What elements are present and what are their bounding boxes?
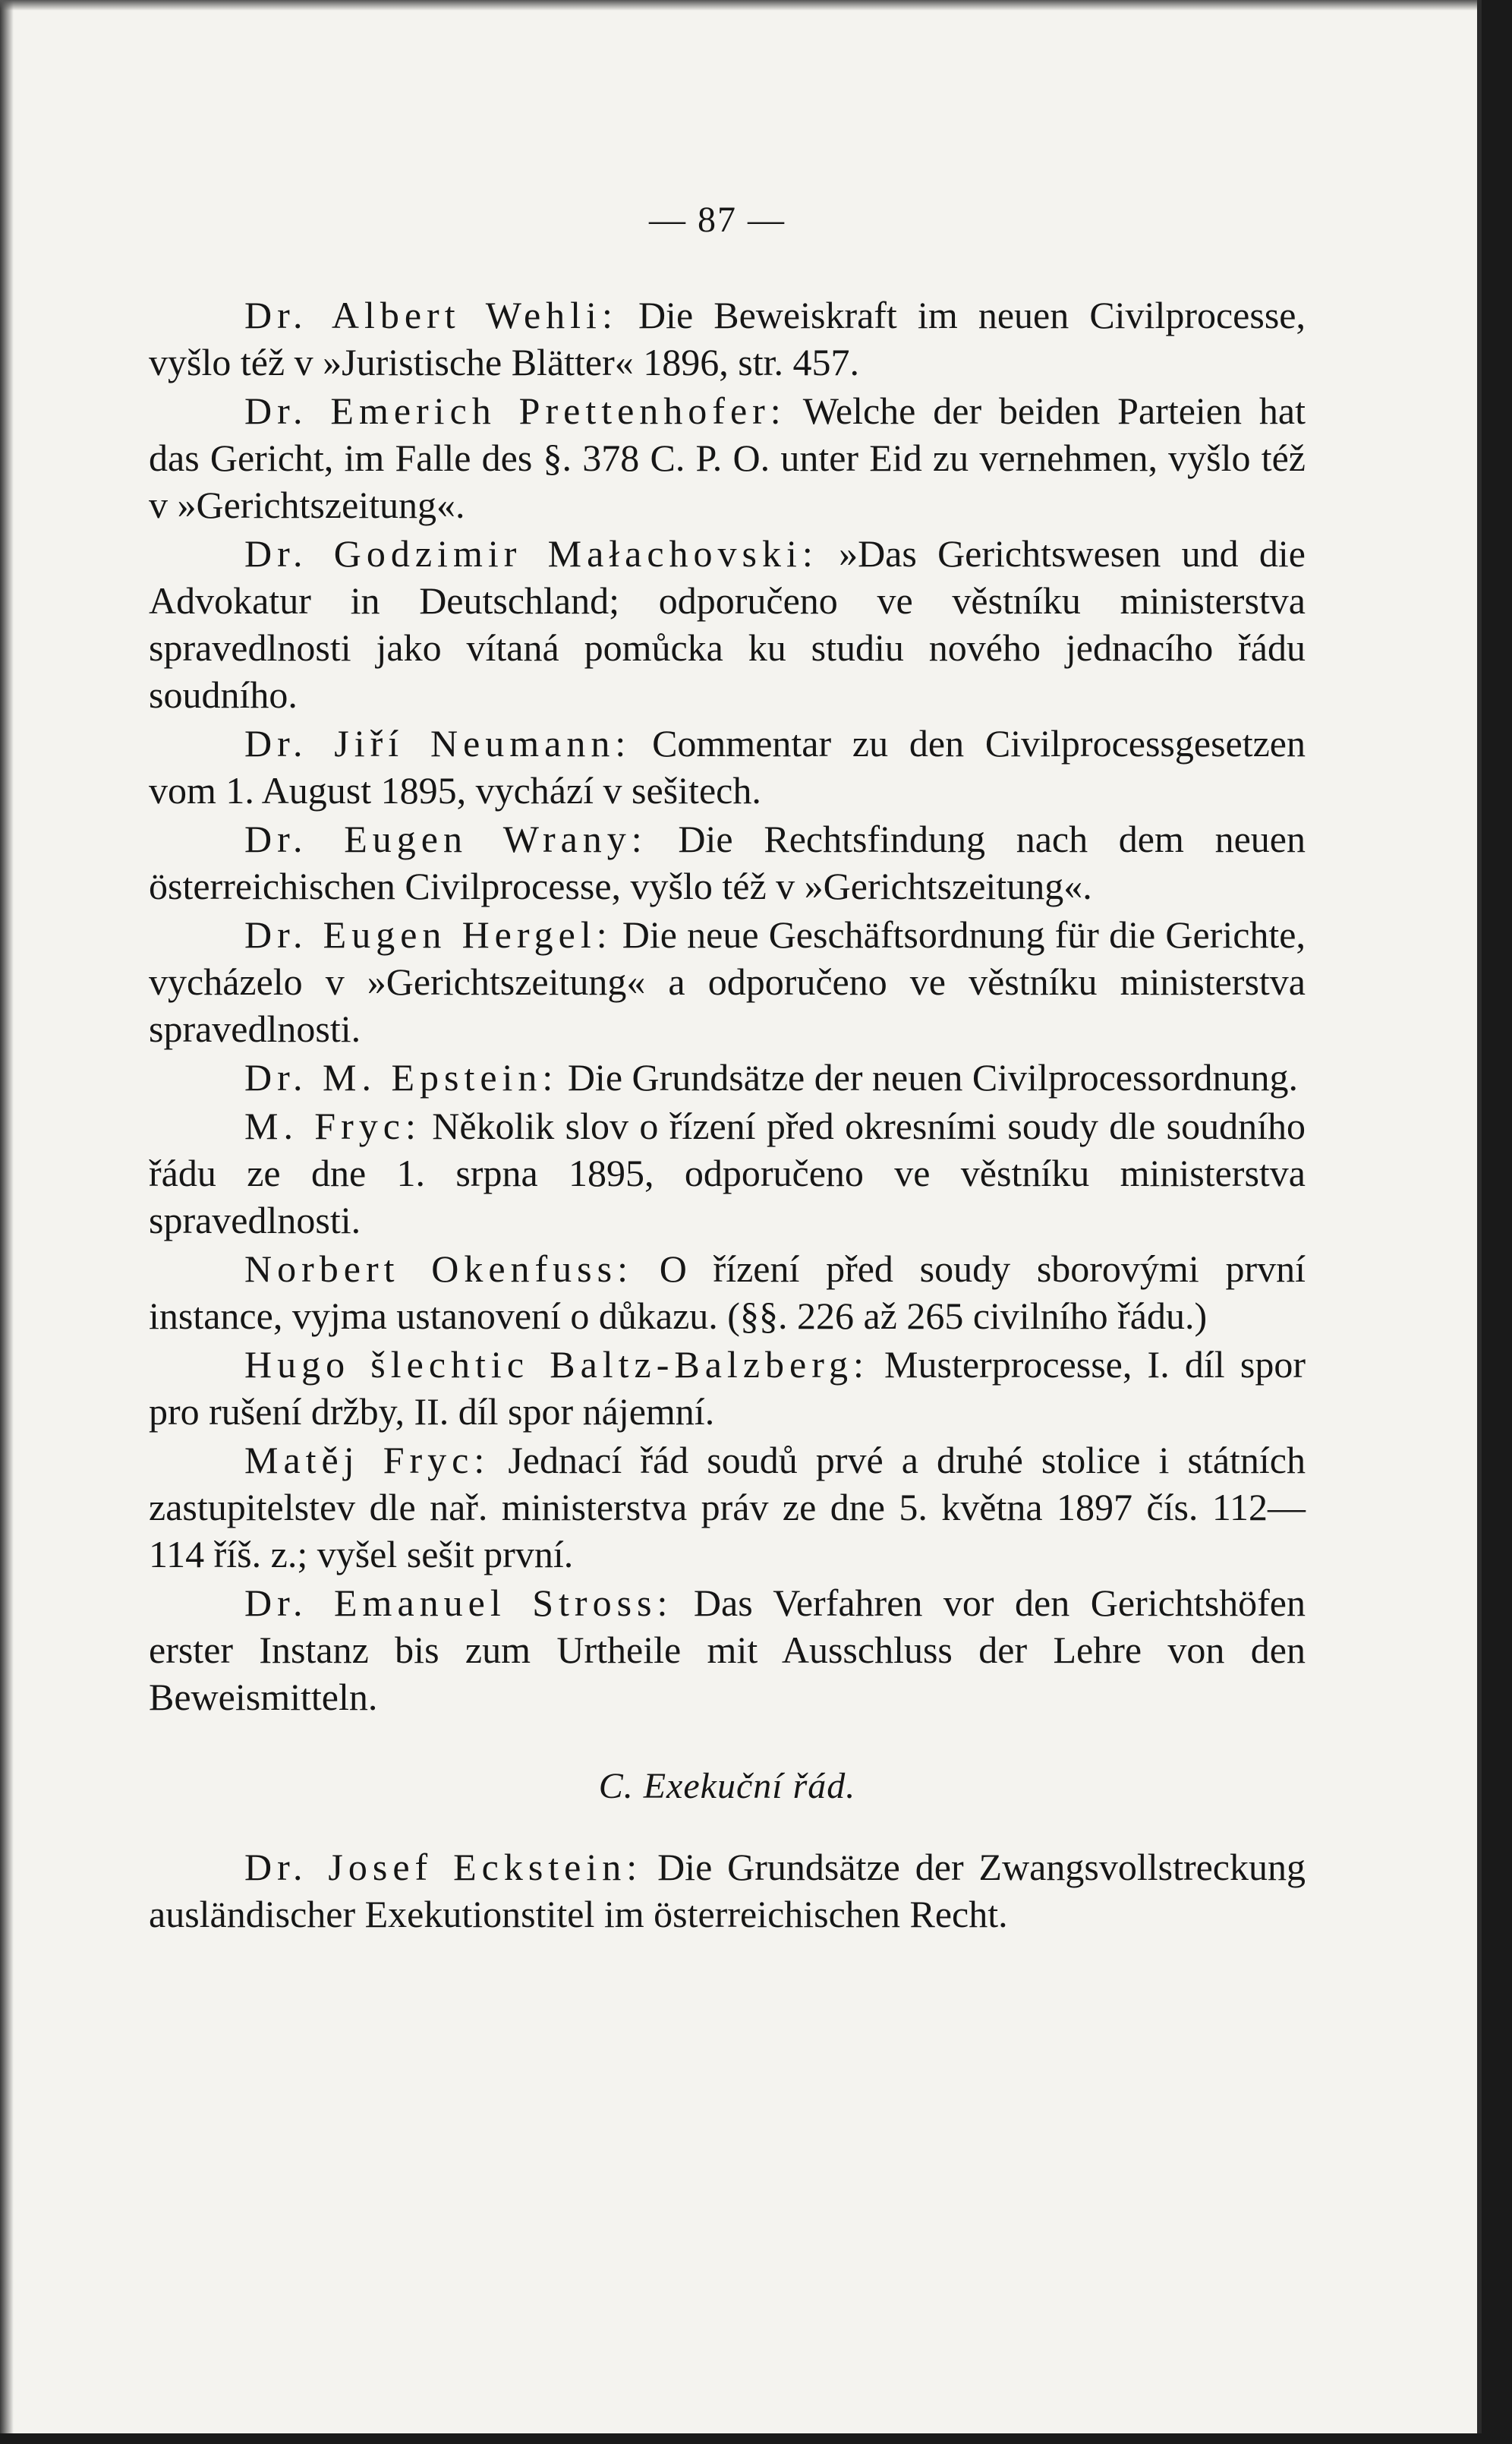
entry-author: Dr. Josef Eckstein: <box>244 1846 643 1888</box>
entry-author: Dr. Jiří Neumann: <box>244 722 632 765</box>
entry-text: Několik slov o řízení před okresními soudy dle soudního řádu ze dne 1. srpna 1895, odporučeno ve věstníku ministerstva spravedlnosti. <box>149 1105 1306 1241</box>
bibliography-entry <box>149 1245 1306 1339</box>
section-heading: C. Exekuční řád. <box>598 1766 856 1806</box>
entry-text: O řízení před soudy sborovými první instance, vyjma ustanovení o důkazu. (§§. 226 až 265 civilního řádu.) <box>149 1247 1306 1337</box>
entry-text: Die Grundsätze der Zwangsvollstreckung ausländischer Exekutionstitel im österreichischen Recht. <box>149 1846 1306 1935</box>
entry-author: Dr. Godzimir Małachovski: <box>244 532 818 575</box>
entry-author: Matěj Fryc: <box>244 1439 490 1481</box>
bibliography-entry <box>149 1579 1306 1720</box>
bibliography-entry <box>149 815 1306 910</box>
bibliography-entry <box>149 292 1306 386</box>
entry-author: Norbert Okenfuss: <box>244 1247 633 1290</box>
entry-text: Commentar zu den Civilprocessgesetzen vom 1. August 1895, vychází v sešitech. <box>149 722 1306 812</box>
entry-text: Die neue Geschäftsordnung für die Gerichte, vycházelo v »Gerichtszeitung« a odporučeno ve věstníku ministerstva spravedlnosti. <box>149 913 1306 1050</box>
bibliography-entry <box>149 720 1306 814</box>
entry-author: M. Fryc: <box>244 1105 421 1147</box>
entry-text: Die Rechtsfindung nach dem neuen österreichischen Civilprocesse, vyšlo též v »Gerichtszeitung«. <box>149 818 1306 907</box>
entry-text: Welche der beiden Parteien hat das Gericht, im Falle des §. 378 C. P. O. unter Eid zu vernehmen, vyšlo též v »Gerichtszeitung«. <box>149 389 1306 526</box>
page-number: — 87 — <box>649 200 786 240</box>
bibliography-entry <box>149 530 1306 718</box>
entry-text: »Das Gerichtswesen und die Advokatur in Deutschland; odporučeno ve věstníku ministerstva spravedlnosti jako vítaná pomůcka ku studiu nového jednacího řádu soudního. <box>149 532 1306 716</box>
entry-text: Das Verfahren vor den Gerichtshöfen erster Instanz bis zum Urtheile mit Ausschluss der Lehre von den Beweismitteln. <box>149 1582 1306 1718</box>
bibliography-entry <box>149 1843 1306 1938</box>
bibliography-entry <box>149 1341 1306 1435</box>
entry-text: Musterprocesse, I. díl spor pro rušení držby, II. díl spor nájemní. <box>149 1343 1306 1433</box>
bibliography-entry <box>149 1436 1306 1578</box>
entry-author: Dr. Emerich Prettenhofer: <box>244 389 786 432</box>
entry-author: Dr. Emanuel Stross: <box>244 1582 673 1624</box>
page-text <box>149 292 1306 1939</box>
entry-text: Die Beweiskraft im neuen Civilprocesse, vyšlo též v »Juristische Blätter« 1896, str. 457. <box>149 294 1306 383</box>
entry-author: Dr. Eugen Wrany: <box>244 818 647 860</box>
bibliography-entry <box>149 911 1306 1052</box>
bibliography-entry <box>149 387 1306 528</box>
entry-author: Hugo šlechtic Baltz-Balzberg: <box>244 1343 869 1386</box>
entry-author: Dr. Eugen Hergel: <box>244 913 613 956</box>
entry-author: Dr. M. Epstein: <box>244 1056 559 1099</box>
bibliography-entry <box>149 1102 1306 1244</box>
bibliography-entry <box>149 1054 1306 1101</box>
entry-text: Jednací řád soudů prvé a druhé stolice i státních zastupitelstev dle nař. ministerstva práv ze dne 5. května 1897 čís. 112—114 říš. z.; vyšel sešit první. <box>149 1439 1306 1575</box>
entry-author: Dr. Albert Wehli: <box>244 294 618 336</box>
entry-text: Die Grundsätze der neuen Civilprocessordnung. <box>558 1056 1299 1099</box>
